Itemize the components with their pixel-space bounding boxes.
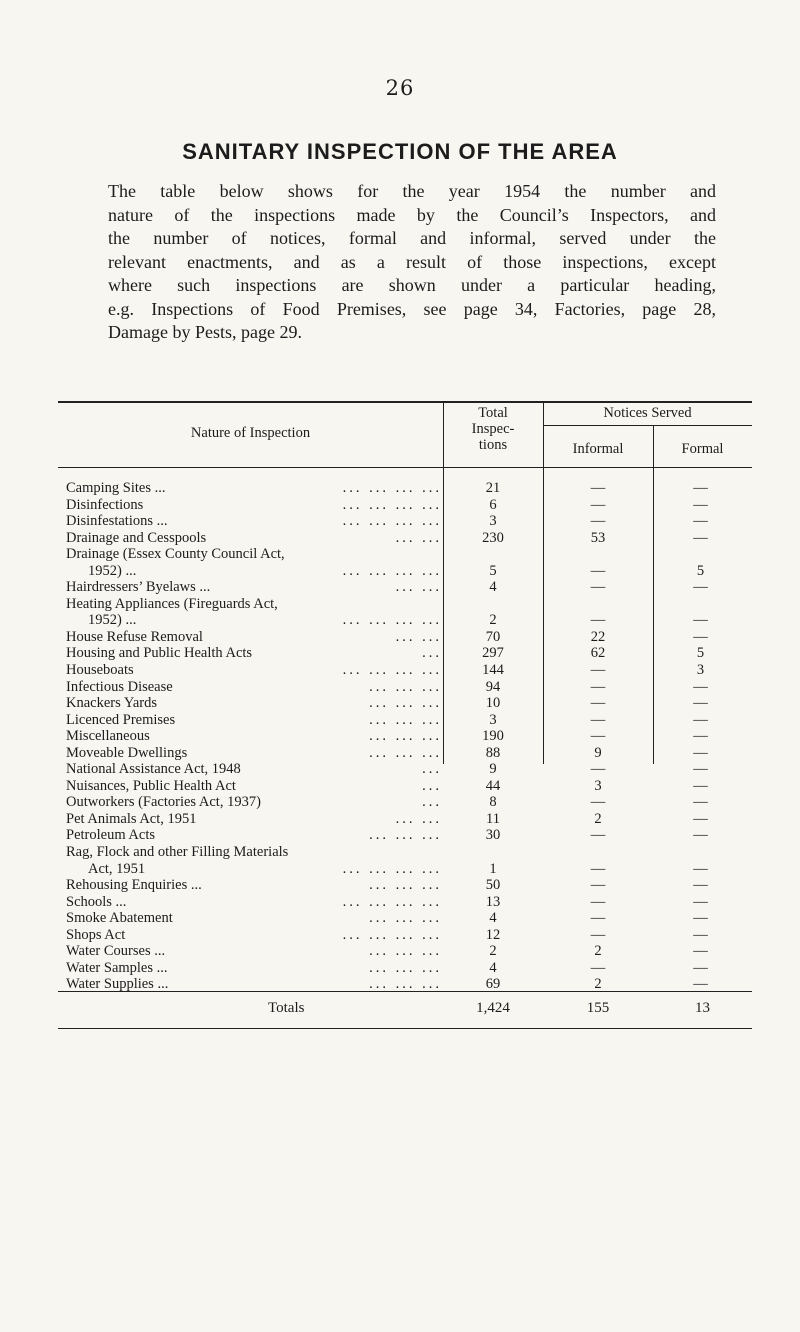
table-row (58, 695, 752, 712)
row-name: Drainage (Essex County Council Act, (66, 546, 285, 563)
row-name: Housing and Public Health Acts (66, 645, 253, 662)
totals-label: Totals (268, 1000, 305, 1016)
intro-line: relevant enactments, and as a result of those inspections, except (108, 251, 716, 272)
row-informal: — (590, 827, 606, 844)
row-leader-dots: ... (422, 645, 442, 662)
row-formal: — (693, 976, 708, 993)
row-total: 70 (485, 628, 501, 645)
row-name: Infectious Disease (66, 678, 173, 695)
row-name: Water Courses ... (66, 943, 166, 960)
row-informal: 2 (594, 976, 602, 993)
row-informal: — (590, 562, 606, 579)
row-leader-dots: ... ... ... (369, 678, 442, 695)
table-row (58, 546, 752, 563)
table-row (58, 761, 752, 778)
totals-informal: 155 (586, 1000, 610, 1016)
row-total: 10 (485, 695, 501, 712)
row-informal: — (590, 877, 606, 894)
row-formal: — (693, 513, 708, 530)
table-row (58, 612, 752, 629)
intro-paragraph (108, 180, 716, 345)
table-row (58, 645, 752, 662)
intro-line: the number of notices, formal and informal, served under the (108, 228, 716, 248)
row-informal: — (590, 678, 606, 695)
row-leader-dots: ... ... ... ... (342, 662, 442, 679)
row-formal: — (693, 612, 708, 629)
row-informal: — (590, 711, 606, 728)
row-informal: — (590, 926, 606, 943)
row-informal: 62 (590, 645, 606, 662)
row-total: 297 (482, 645, 504, 662)
row-total: 190 (482, 728, 504, 745)
table-row (58, 794, 752, 811)
totals-formal: 13 (695, 1000, 710, 1016)
row-name: Moveable Dwellings (66, 744, 188, 761)
row-informal: — (590, 662, 606, 679)
table-row (58, 943, 752, 960)
table-row (58, 679, 752, 696)
row-total: 3 (489, 513, 497, 530)
intro-line: nature of the inspections made by the Council’s Inspectors, and (108, 204, 716, 225)
row-formal: — (693, 959, 708, 976)
row-formal: — (693, 777, 708, 794)
row-informal: — (590, 860, 606, 877)
row-total: 5 (489, 562, 497, 579)
intro-line: where such inspections are shown under a particular heading, (108, 275, 716, 295)
header-bottom-rule (58, 467, 752, 468)
row-total: 30 (485, 827, 501, 844)
row-informal: 2 (594, 810, 602, 827)
row-leader-dots: ... ... ... ... (342, 926, 442, 943)
row-total: 21 (485, 480, 501, 496)
row-name: Disinfections (66, 496, 144, 513)
row-total: 2 (489, 943, 497, 960)
row-total: 50 (485, 877, 501, 894)
row-leader-dots: ... ... ... ... (342, 513, 442, 530)
table-row (58, 910, 752, 927)
row-name: Water Samples ... (66, 959, 168, 976)
row-leader-dots: ... ... ... ... (342, 496, 442, 513)
row-total: 44 (485, 777, 501, 794)
row-formal: — (693, 893, 708, 910)
row-formal: — (693, 860, 708, 877)
row-name: 1952) ... (88, 612, 137, 629)
row-total: 88 (485, 744, 501, 761)
row-name: Rehousing Enquiries ... (66, 877, 202, 894)
row-total: 4 (489, 579, 497, 596)
row-total: 12 (485, 926, 501, 943)
row-name: Petroleum Acts (66, 827, 156, 844)
row-formal: — (693, 579, 708, 596)
row-leader-dots: ... ... (395, 810, 442, 827)
row-informal: — (590, 794, 606, 811)
row-formal: — (693, 628, 708, 645)
row-informal: — (590, 480, 606, 496)
intro-line: e.g. Inspections of Food Premises, see page 34, Factories, page 28, (108, 298, 716, 319)
row-leader-dots: ... (422, 761, 442, 778)
row-name: Outworkers (Factories Act, 1937) (66, 794, 261, 811)
row-name: Shops Act (66, 926, 126, 943)
table-row (58, 712, 752, 729)
table-row (58, 513, 752, 530)
row-informal: 2 (594, 943, 602, 960)
row-name: Nuisances, Public Health Act (66, 777, 236, 794)
row-name: Houseboats (66, 662, 134, 679)
table-row (58, 745, 752, 762)
row-informal: — (590, 612, 606, 629)
header-informal: Informal (572, 441, 624, 457)
row-informal: — (590, 513, 606, 530)
row-total: 6 (489, 496, 497, 513)
row-name: 1952) ... (88, 562, 137, 579)
row-leader-dots: ... ... ... ... (342, 860, 442, 877)
row-leader-dots: ... ... ... (369, 959, 442, 976)
row-name: Disinfestations ... (66, 513, 168, 530)
table-body (58, 480, 752, 993)
table-row (58, 811, 752, 828)
row-name: Heating Appliances (Fireguards Act, (66, 595, 278, 612)
table-row (58, 662, 752, 679)
row-leader-dots: ... ... ... (369, 711, 442, 728)
intro-line: The table below shows for the year 1954 the number and (108, 181, 716, 201)
row-leader-dots: ... ... ... ... (342, 480, 442, 496)
row-leader-dots: ... ... ... (369, 976, 442, 993)
row-informal: 3 (594, 777, 602, 794)
table-row (58, 579, 752, 596)
row-name: Schools ... (66, 893, 127, 910)
intro-line: Damage by Pests, page 29. (108, 322, 302, 342)
row-total: 11 (486, 810, 500, 827)
row-formal: — (693, 926, 708, 943)
table-row (58, 530, 752, 547)
row-formal: — (693, 910, 708, 927)
table-top-rule (58, 401, 752, 403)
table-row (58, 844, 752, 861)
row-formal: — (693, 480, 708, 496)
row-formal: 5 (696, 645, 705, 662)
row-formal: — (693, 744, 708, 761)
row-total: 1 (489, 860, 497, 877)
row-name: Licenced Premises (66, 711, 176, 728)
row-leader-dots: ... ... ... (369, 728, 442, 745)
row-leader-dots: ... ... ... (369, 943, 442, 960)
page-number: 26 (385, 76, 415, 100)
row-total: 144 (482, 662, 504, 679)
row-total: 230 (482, 529, 504, 546)
table-row (58, 877, 752, 894)
header-nature: Nature of Inspection (190, 425, 311, 441)
row-leader-dots: ... (422, 794, 442, 811)
header-total-line-2: Inspec- (471, 421, 515, 437)
row-leader-dots: ... ... (395, 628, 442, 645)
row-total: 13 (485, 893, 501, 910)
row-formal: — (693, 728, 708, 745)
row-name: Rag, Flock and other Filling Materials (66, 844, 289, 861)
table-row (58, 497, 752, 514)
row-informal: — (590, 579, 606, 596)
row-name: Smoke Abatement (66, 910, 173, 927)
row-formal: — (693, 761, 708, 778)
table-row (58, 596, 752, 613)
row-name: Miscellaneous (66, 728, 150, 745)
row-name: Water Supplies ... (66, 976, 169, 993)
row-informal: — (590, 728, 606, 745)
row-leader-dots: ... ... ... (369, 910, 442, 927)
row-informal: — (590, 695, 606, 712)
row-informal: — (590, 496, 606, 513)
row-name: Camping Sites ... (66, 480, 166, 496)
inspection-table (58, 401, 752, 1016)
row-formal: — (693, 794, 708, 811)
row-formal: — (693, 711, 708, 728)
table-row (58, 563, 752, 580)
page-title: SANITARY INSPECTION OF THE AREA (182, 139, 618, 164)
row-total: 2 (489, 612, 497, 629)
row-formal: — (693, 877, 708, 894)
header-notices-served: Notices Served (603, 405, 692, 421)
row-name: Act, 1951 (88, 860, 146, 877)
notices-sub-rule (543, 425, 752, 426)
row-formal: — (693, 496, 708, 513)
row-total: 94 (485, 678, 501, 695)
row-informal: — (590, 959, 606, 976)
row-total: 69 (485, 976, 501, 993)
row-name: Pet Animals Act, 1951 (66, 810, 197, 827)
row-total: 9 (489, 761, 497, 778)
row-informal: 22 (590, 628, 606, 645)
row-leader-dots: ... ... ... (369, 695, 442, 712)
table-row (58, 629, 752, 646)
row-formal: 5 (696, 562, 705, 579)
row-name: Drainage and Cesspools (66, 529, 207, 546)
table-row (58, 894, 752, 911)
row-leader-dots: ... (422, 777, 442, 794)
row-formal: 3 (696, 662, 705, 679)
row-total: 4 (489, 910, 497, 927)
table-row (58, 927, 752, 944)
row-formal: — (693, 678, 708, 695)
row-informal: — (590, 893, 606, 910)
row-formal: — (693, 810, 708, 827)
header-total (443, 405, 543, 453)
row-total: 3 (489, 711, 497, 728)
row-leader-dots: ... ... ... (369, 877, 442, 894)
header-total-line-1: Total (478, 405, 508, 421)
row-formal: — (693, 943, 708, 960)
row-informal: 9 (594, 744, 602, 761)
row-name: Hairdressers’ Byelaws ... (66, 579, 211, 596)
row-leader-dots: ... ... ... ... (342, 562, 442, 579)
table-bottom-rule (58, 1028, 752, 1029)
row-name: National Assistance Act, 1948 (66, 761, 241, 778)
table-row (58, 976, 752, 993)
row-formal: — (693, 529, 708, 546)
row-leader-dots: ... ... ... ... (342, 612, 442, 629)
table-row (58, 480, 752, 497)
row-total: 4 (489, 959, 497, 976)
table-row (58, 960, 752, 977)
row-formal: — (693, 695, 708, 712)
row-leader-dots: ... ... ... (369, 827, 442, 844)
table-row (58, 728, 752, 745)
row-leader-dots: ... ... ... (369, 744, 442, 761)
row-informal: — (590, 761, 606, 778)
totals-total: 1,424 (476, 1000, 510, 1016)
table-row (58, 778, 752, 795)
row-leader-dots: ... ... (395, 579, 442, 596)
table-row (58, 827, 752, 844)
row-informal: 53 (590, 529, 606, 546)
row-name: Knackers Yards (66, 695, 158, 712)
row-informal: — (590, 910, 606, 927)
row-leader-dots: ... ... (395, 529, 442, 546)
row-leader-dots: ... ... ... ... (342, 893, 442, 910)
row-total: 8 (489, 794, 497, 811)
row-name: House Refuse Removal (66, 628, 203, 645)
row-formal: — (693, 827, 708, 844)
header-total-line-3: tions (478, 437, 508, 453)
header-formal: Formal (681, 441, 724, 457)
table-row (58, 861, 752, 878)
